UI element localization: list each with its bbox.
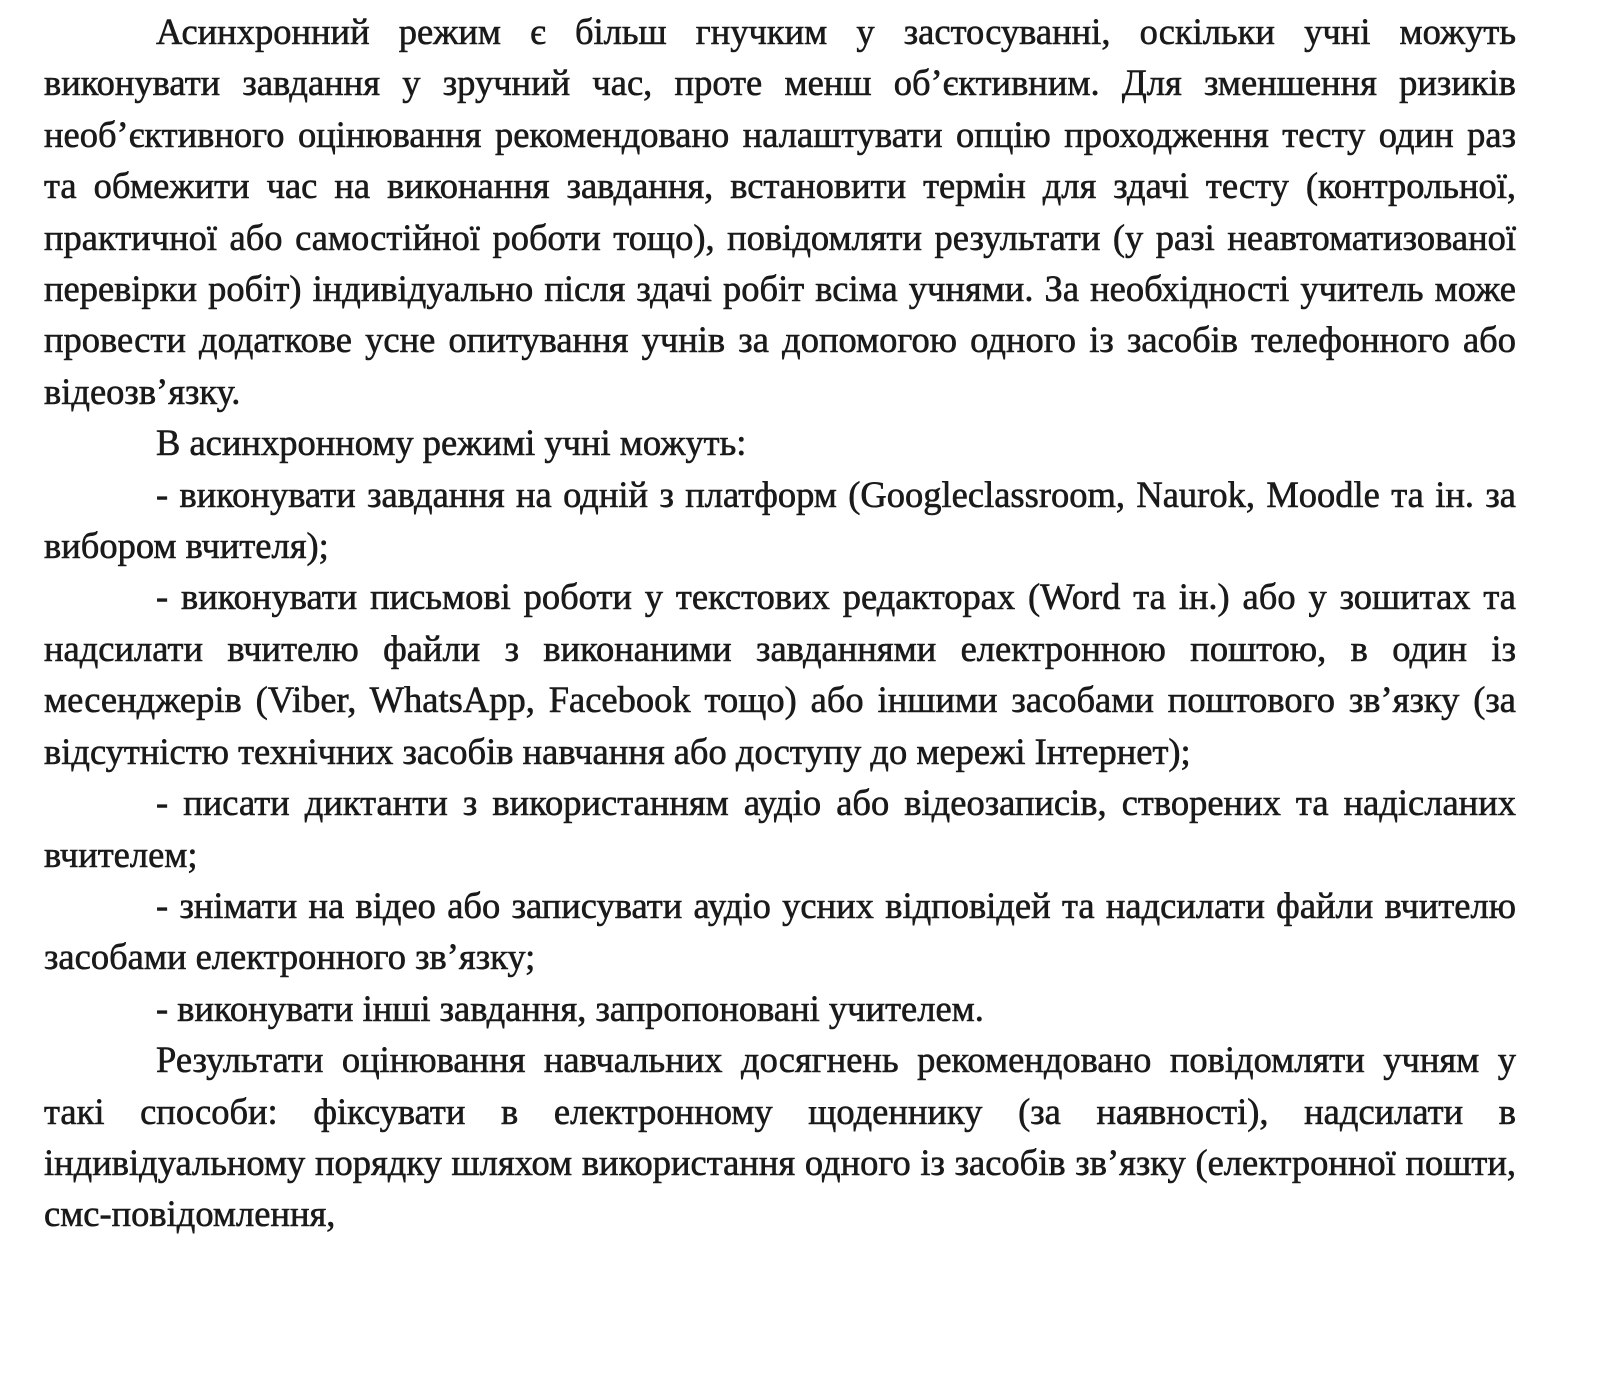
paragraph-async-mode-description: Асинхронний режим є більш гнучким у застосуванні, оскільки учні можуть виконувати завдання у зручний час, проте менш об’єктивним. Для зменшення ризиків необ’єктивного оцінювання рекомендовано налаштувати опцію проходження тесту один раз та обмежити час на виконання завдання, встановити термін для здачі тесту (контрольної, практичної або самостійної роботи тощо), повідомляти результати (у разі неавтоматизованої перевірки робіт) індивідуально після здачі робіт всіма учнями. За необхідності учитель може провести додаткове усне опитування учнів за допомогою одного із засобів телефонного або відеозв’язку. — [44, 11, 1516, 412]
list-item-platforms: - виконувати завдання на одній з платформ (Googleclassroom, Naurok, Moodle та ін. за вибором вчителя); — [44, 473, 1516, 567]
list-item-dictations: - писати диктанти з використанням аудіо або відеозаписів, створених та надісланих вчителем; — [44, 782, 1516, 875]
list-item-written-works: - виконувати письмові роботи у текстових редакторах (Word та ін.) або у зошитах та надсилати вчителю файли з виконаними завданнями електронною поштою, в один із месенджерів (Viber, WhatsApp, Facebook тощо) або іншими засобами поштового зв’язку (за відсутністю технічних засобів навчання або доступу до мережі Інтернет); — [44, 576, 1516, 772]
list-item-video-audio: - знімати на відео або записувати аудіо усних відповідей та надсилати файли вчителю засобами електронного зв’язку; — [44, 884, 1516, 978]
document-page — [44, 6, 1516, 1240]
paragraph-results-reporting: Результати оцінювання навчальних досягнень рекомендовано повідомляти учням у такі способи: фіксувати в електронному щоденнику (за наявності), надсилати в індивідуальному порядку шляхом використання одного із засобів зв’язку (електронної пошти, смс-повідомлення, — [44, 1039, 1516, 1235]
list-item-other-tasks: - виконувати інші завдання, запропоновані учителем. — [156, 987, 984, 1029]
paragraph-async-intro: В асинхронному режимі учні можуть: — [156, 422, 747, 464]
